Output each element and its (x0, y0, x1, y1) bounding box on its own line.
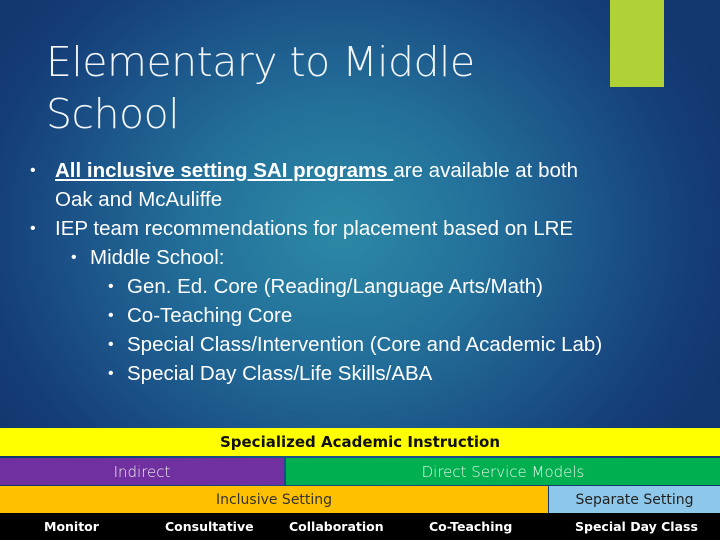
bullet-icon: • (30, 220, 36, 237)
sai-header-band (0, 428, 720, 456)
slide-title (46, 36, 606, 140)
bullet-item: Gen. Ed. Core (Reading/Language Arts/Math) (127, 275, 543, 298)
model-co-teaching: Co-Teaching (429, 519, 513, 534)
bullet-icon: • (108, 278, 114, 295)
bullet-icon: • (108, 365, 114, 382)
inclusive-setting-label: Inclusive Setting (215, 491, 333, 508)
bullet-item: Special Day Class/Life Skills/ABA (127, 362, 433, 385)
sai-header-label: Specialized Academic Instruction (219, 433, 501, 451)
model-monitor: Monitor (44, 519, 99, 534)
indirect-band (0, 458, 284, 485)
inclusive-setting-band (0, 486, 548, 513)
bullet-item: IEP team recommendations for placement based on LRE (55, 217, 574, 240)
accent-bar (610, 0, 664, 87)
bullet-icon: • (30, 162, 36, 179)
model-consultative: Consultative (165, 519, 254, 534)
model-special-day-class: Special Day Class (575, 519, 698, 534)
bullet-icon: • (71, 249, 77, 266)
bullet-text: are available at both (393, 159, 578, 182)
direct-service-band (286, 458, 720, 485)
separate-setting-band (549, 486, 720, 513)
bullet-item (55, 156, 578, 185)
service-models-band (0, 513, 720, 540)
bullet-icon: • (108, 336, 114, 353)
bullet-icon: • (108, 307, 114, 324)
title-line-1: Elementary to Middle (46, 38, 475, 86)
bullet-item: Special Class/Intervention (Core and Academic Lab) (127, 333, 603, 356)
bullet-item: Middle School: (90, 246, 225, 269)
model-collaboration: Collaboration (289, 519, 384, 534)
title-line-2: School (46, 90, 180, 138)
separate-setting-label: Separate Setting (575, 491, 694, 508)
bullet-item: Co-Teaching Core (127, 304, 293, 327)
indirect-label: Indirect (113, 462, 171, 481)
underlined-phrase: All inclusive setting SAI programs (55, 159, 394, 182)
bullet-continuation: Oak and McAuliffe (55, 188, 223, 211)
direct-service-label: Direct Service Models (421, 462, 585, 481)
